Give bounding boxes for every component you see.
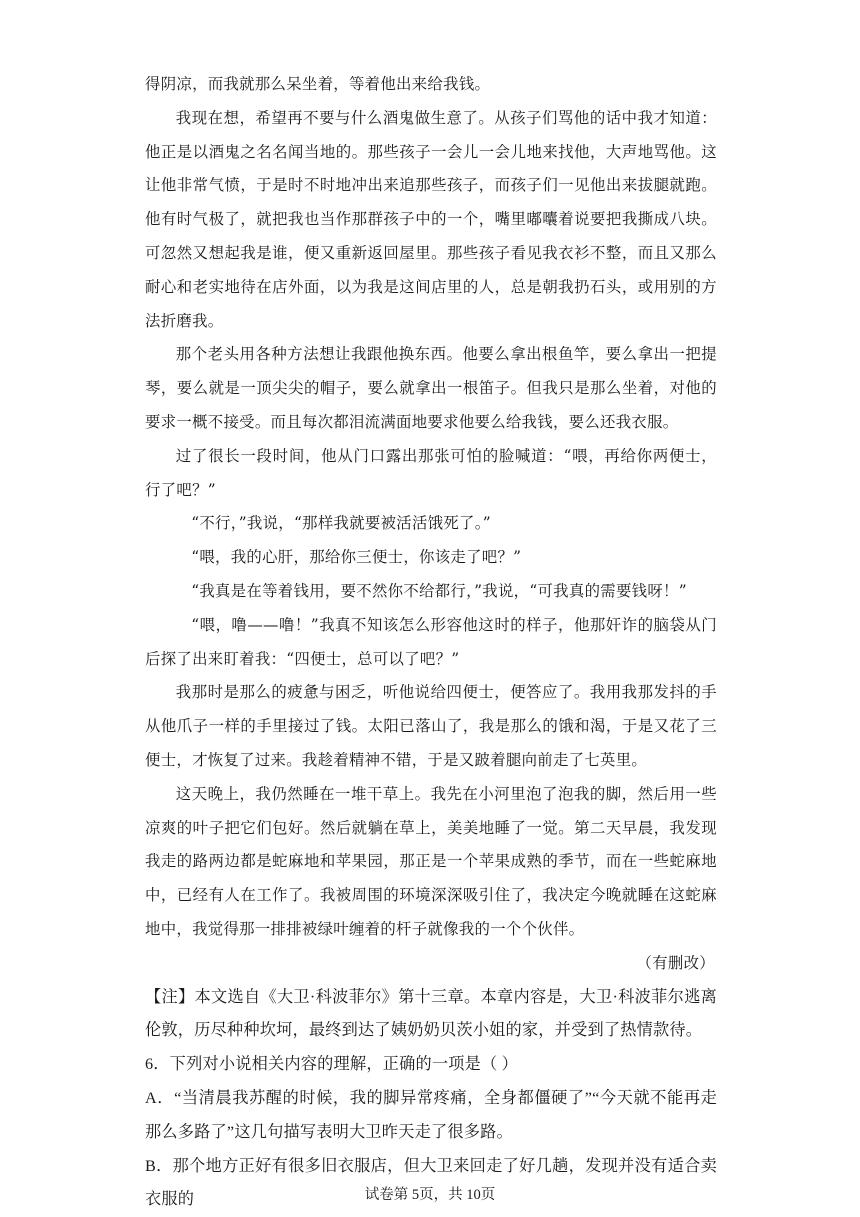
paragraph: 那个老头用各种方法想让我跟他换东西。他要么拿出根鱼竿，要么拿出一把提琴，要么就是一顶尖尖的帽子，要么就拿出一根笛子。但我只是那么坐着，对他的要求一概不接受。而且每次都泪流满面地要求他要么给我钱，要么还我衣服。 bbox=[145, 338, 717, 439]
question-stem: 6．下列对小说相关内容的理解，正确的一项是（ ） bbox=[145, 1048, 717, 1082]
dialogue-line: “我真是在等着钱用，要不然你不给都行，”我说，“可我真的需要钱呀！” bbox=[145, 575, 717, 609]
option-a: A．“当清晨我苏醒的时候，我的脚异常疼痛，全身都僵硬了”“今天就不能再走那么多路了”这几句描写表明大卫昨天走了很多路。 bbox=[145, 1082, 717, 1150]
paragraph: 我现在想，希望再不要与什么酒鬼做生意了。从孩子们骂他的话中我才知道：他正是以酒鬼之名名闻当地的。那些孩子一会儿一会儿地来找他，大声地骂他。这让他非常气愤，于是时不时地冲出来追那些孩子，而孩子们一见他出来拔腿就跑。他有时气极了，就把我也当作那群孩子中的一个，嘴里嘟囔着说要把我撕成八块。可忽然又想起我是谁，便又重新返回屋里。那些孩子看见我衣衫不整，而且又那么耐心和老实地待在店外面，以为我是这间店里的人，总是朝我扔石头，或用别的方法折磨我。 bbox=[145, 102, 717, 339]
paragraph: 过了很长一段时间，他从门口露出那张可怕的脸喊道：“喂，再给你两便士，行了吧？” bbox=[145, 440, 717, 508]
source-note: （有删改） bbox=[145, 947, 717, 981]
paragraph: 我那时是那么的疲惫与困乏，听他说给四便士，便答应了。我用我那发抖的手从他爪子一样的手里接过了钱。太阳已落山了，我是那么的饿和渴，于是又花了三便士，才恢复了过来。我趁着精神不错，于是又跛着腿向前走了七英里。 bbox=[145, 676, 717, 777]
dialogue-line: “喂，噜——噜！”我真不知该怎么形容他这时的样子，他那奸诈的脑袋从门后探了出来盯着我：“四便士，总可以了吧？” bbox=[145, 609, 717, 677]
dialogue-line: “喂，我的心肝，那给你三便士，你该走了吧？” bbox=[145, 541, 717, 575]
option-b: B．那个地方正好有很多旧衣服店，但大卫来回走了好几趟，发现并没有适合卖衣服的 bbox=[145, 1150, 717, 1217]
paragraph-continuation: 得阴凉，而我就那么呆坐着，等着他出来给我钱。 bbox=[145, 68, 717, 102]
paragraph: 这天晚上，我仍然睡在一堆干草上。我先在小河里泡了泡我的脚，然后用一些凉爽的叶子把它们包好。然后就躺在草上，美美地睡了一觉。第二天早晨，我发现我走的路两边都是蛇麻地和苹果园，那正是一个苹果成熟的季节，而在一些蛇麻地中，已经有人在工作了。我被周围的环境深深吸引住了，我决定今晚就睡在这蛇麻地中，我觉得那一排排被绿叶缠着的杆子就像我的一个个伙伴。 bbox=[145, 778, 717, 947]
annotation-note: 【注】本文选自《大卫·科波菲尔》第十三章。本章内容是，大卫·科波菲尔逃离伦敦，历尽种种坎坷，最终到达了姨奶奶贝茨小姐的家，并受到了热情款待。 bbox=[145, 981, 717, 1049]
dialogue-line: “不行，”我说，“那样我就要被活活饿死了。” bbox=[145, 507, 717, 541]
reading-passage bbox=[145, 68, 717, 1217]
page-footer: 试卷第 5页，共 10页 bbox=[0, 1183, 860, 1204]
